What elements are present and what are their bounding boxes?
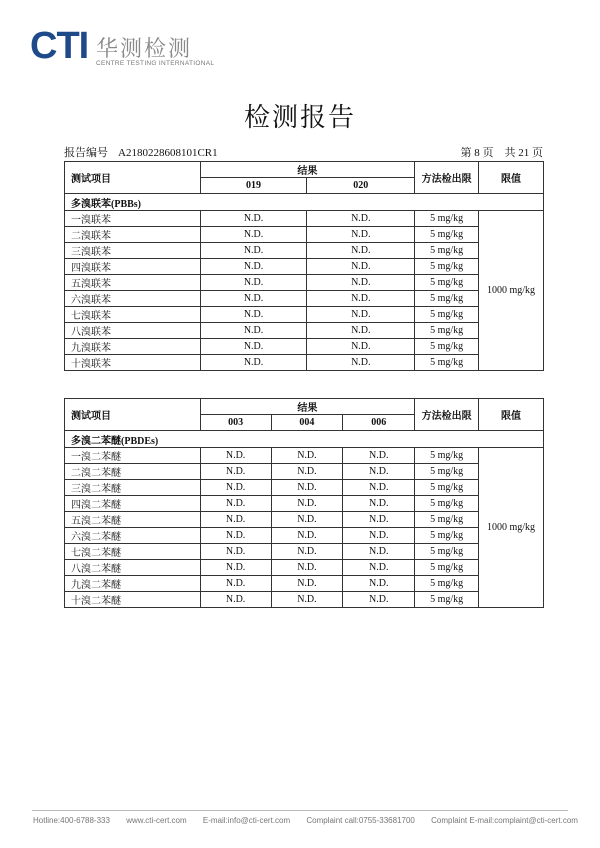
- footer-complaint-email: Complaint E-mail:complaint@cti-cert.com: [431, 816, 578, 825]
- detection-limit-cell: 5 mg/kg: [415, 560, 479, 576]
- test-item-name: 七溴二苯醚: [65, 544, 201, 560]
- result-cell: N.D.: [343, 592, 415, 608]
- detection-limit-cell: 5 mg/kg: [415, 307, 479, 323]
- logo-english-text: CENTRE TESTING INTERNATIONAL: [96, 60, 215, 67]
- result-cell: N.D.: [200, 243, 307, 259]
- result-cell: N.D.: [200, 227, 307, 243]
- report-number-value: A2180228608101CR1: [118, 147, 218, 159]
- result-cell: N.D.: [307, 291, 415, 307]
- test-item-name: 九溴二苯醚: [65, 576, 201, 592]
- detection-limit-cell: 5 mg/kg: [415, 480, 479, 496]
- result-cell: N.D.: [271, 528, 343, 544]
- result-cell: N.D.: [307, 227, 415, 243]
- result-cell: N.D.: [200, 291, 307, 307]
- table-row: [65, 528, 544, 544]
- detection-limit-cell: 5 mg/kg: [415, 275, 479, 291]
- detection-limit-cell: 5 mg/kg: [415, 259, 479, 275]
- result-cell: N.D.: [343, 496, 415, 512]
- result-cell: N.D.: [307, 307, 415, 323]
- section-title: 多溴联苯(PBBs): [65, 194, 544, 211]
- result-cell: N.D.: [200, 560, 271, 576]
- result-cell: N.D.: [200, 323, 307, 339]
- header-limit: 限值: [479, 399, 544, 431]
- detection-limit-cell: 5 mg/kg: [415, 227, 479, 243]
- table-row: [65, 512, 544, 528]
- result-cell: N.D.: [200, 528, 271, 544]
- detection-limit-cell: 5 mg/kg: [415, 211, 479, 227]
- footer-divider: [32, 810, 568, 811]
- result-cell: N.D.: [343, 480, 415, 496]
- detection-limit-cell: 5 mg/kg: [415, 243, 479, 259]
- test-item-name: 三溴二苯醚: [65, 480, 201, 496]
- report-number: [64, 144, 218, 160]
- table-row: [65, 243, 544, 259]
- table-row: [65, 275, 544, 291]
- test-item-name: 三溴联苯: [65, 243, 201, 259]
- detection-limit-cell: 5 mg/kg: [415, 448, 479, 464]
- table-row: [65, 259, 544, 275]
- result-cell: N.D.: [307, 259, 415, 275]
- test-item-name: 九溴联苯: [65, 339, 201, 355]
- test-item-name: 四溴二苯醚: [65, 496, 201, 512]
- sample-id: 019: [200, 178, 307, 194]
- result-cell: N.D.: [200, 544, 271, 560]
- table-row: [65, 323, 544, 339]
- result-cell: N.D.: [200, 339, 307, 355]
- result-cell: N.D.: [271, 576, 343, 592]
- result-cell: N.D.: [200, 496, 271, 512]
- test-item-name: 二溴二苯醚: [65, 464, 201, 480]
- result-cell: N.D.: [200, 464, 271, 480]
- test-item-name: 六溴二苯醚: [65, 528, 201, 544]
- detection-limit-cell: 5 mg/kg: [415, 496, 479, 512]
- pbdes-results-table: [64, 398, 544, 608]
- page-title: 检测报告: [243, 103, 356, 133]
- result-cell: N.D.: [307, 243, 415, 259]
- result-cell: N.D.: [343, 544, 415, 560]
- header-detection-limit: 方法检出限: [415, 399, 479, 431]
- result-cell: N.D.: [343, 560, 415, 576]
- result-cell: N.D.: [307, 339, 415, 355]
- detection-limit-cell: 5 mg/kg: [415, 464, 479, 480]
- result-cell: N.D.: [343, 528, 415, 544]
- test-item-name: 十溴二苯醚: [65, 592, 201, 608]
- footer-hotline: Hotline:400-6788-333: [33, 816, 110, 825]
- limit-cell: 1000 mg/kg: [479, 448, 544, 608]
- result-cell: N.D.: [307, 355, 415, 371]
- test-item-name: 八溴联苯: [65, 323, 201, 339]
- result-cell: N.D.: [200, 592, 271, 608]
- table-row: [65, 291, 544, 307]
- report-number-label: 报告编号: [64, 147, 108, 159]
- table-row: [65, 227, 544, 243]
- result-cell: N.D.: [271, 592, 343, 608]
- detection-limit-cell: 5 mg/kg: [415, 512, 479, 528]
- test-item-name: 八溴二苯醚: [65, 560, 201, 576]
- table-row: [65, 496, 544, 512]
- detection-limit-cell: 5 mg/kg: [415, 592, 479, 608]
- detection-limit-cell: 5 mg/kg: [415, 291, 479, 307]
- test-item-name: 五溴联苯: [65, 275, 201, 291]
- result-cell: N.D.: [307, 323, 415, 339]
- test-item-name: 一溴二苯醚: [65, 448, 201, 464]
- result-cell: N.D.: [200, 576, 271, 592]
- footer-email: E-mail:info@cti-cert.com: [202, 816, 291, 825]
- result-cell: N.D.: [200, 211, 307, 227]
- logo-cti-text: CTI: [30, 25, 89, 67]
- test-item-name: 五溴二苯醚: [65, 512, 201, 528]
- result-cell: N.D.: [307, 211, 415, 227]
- test-item-name: 六溴联苯: [65, 291, 201, 307]
- detection-limit-cell: 5 mg/kg: [415, 528, 479, 544]
- result-cell: N.D.: [200, 275, 307, 291]
- result-cell: N.D.: [271, 496, 343, 512]
- result-cell: N.D.: [200, 480, 271, 496]
- result-cell: N.D.: [200, 307, 307, 323]
- result-cell: N.D.: [200, 259, 307, 275]
- sample-id: 006: [343, 415, 415, 431]
- result-cell: N.D.: [200, 448, 271, 464]
- table-row: [65, 307, 544, 323]
- stamp-mark: [592, 393, 600, 401]
- pbbs-results-table: [64, 161, 544, 371]
- table-row: [65, 339, 544, 355]
- result-cell: N.D.: [200, 512, 271, 528]
- table-row: [65, 355, 544, 371]
- table-row: [65, 592, 544, 608]
- table-row: [65, 464, 544, 480]
- result-cell: N.D.: [271, 448, 343, 464]
- result-cell: N.D.: [307, 275, 415, 291]
- result-cell: N.D.: [271, 512, 343, 528]
- test-item-name: 四溴联苯: [65, 259, 201, 275]
- result-cell: N.D.: [271, 544, 343, 560]
- header-test-item: 测试项目: [65, 162, 201, 194]
- header-result: 结果: [200, 399, 415, 415]
- result-cell: N.D.: [271, 560, 343, 576]
- result-cell: N.D.: [343, 448, 415, 464]
- detection-limit-cell: 5 mg/kg: [415, 323, 479, 339]
- result-cell: N.D.: [200, 355, 307, 371]
- test-item-name: 一溴联苯: [65, 211, 201, 227]
- table-row: [65, 544, 544, 560]
- detection-limit-cell: 5 mg/kg: [415, 339, 479, 355]
- result-cell: N.D.: [271, 464, 343, 480]
- result-cell: N.D.: [343, 512, 415, 528]
- sample-id: 004: [271, 415, 343, 431]
- table-row: [65, 576, 544, 592]
- table-row: [65, 560, 544, 576]
- company-logo: [30, 26, 230, 72]
- result-cell: N.D.: [343, 464, 415, 480]
- page-indicator: 第 8 页 共 21 页: [460, 147, 543, 159]
- result-cell: N.D.: [343, 576, 415, 592]
- table-row: [65, 448, 544, 464]
- table-row: [65, 480, 544, 496]
- sample-id: 003: [200, 415, 271, 431]
- footer-website: www.cti-cert.com: [126, 816, 187, 825]
- page-footer: [33, 816, 592, 825]
- test-item-name: 十溴联苯: [65, 355, 201, 371]
- header-limit: 限值: [479, 162, 544, 194]
- logo-chinese-text: 华测检测: [96, 37, 193, 62]
- detection-limit-cell: 5 mg/kg: [415, 576, 479, 592]
- detection-limit-cell: 5 mg/kg: [415, 355, 479, 371]
- footer-complaint-call: Complaint call:0755-33681700: [306, 816, 415, 825]
- header-test-item: 测试项目: [65, 399, 201, 431]
- header-result: 结果: [200, 162, 415, 178]
- sample-id: 020: [307, 178, 415, 194]
- section-title: 多溴二苯醚(PBDEs): [65, 431, 544, 448]
- test-item-name: 七溴联苯: [65, 307, 201, 323]
- detection-limit-cell: 5 mg/kg: [415, 544, 479, 560]
- test-item-name: 二溴联苯: [65, 227, 201, 243]
- table-row: [65, 211, 544, 227]
- result-cell: N.D.: [271, 480, 343, 496]
- header-detection-limit: 方法检出限: [415, 162, 479, 194]
- limit-cell: 1000 mg/kg: [479, 211, 544, 371]
